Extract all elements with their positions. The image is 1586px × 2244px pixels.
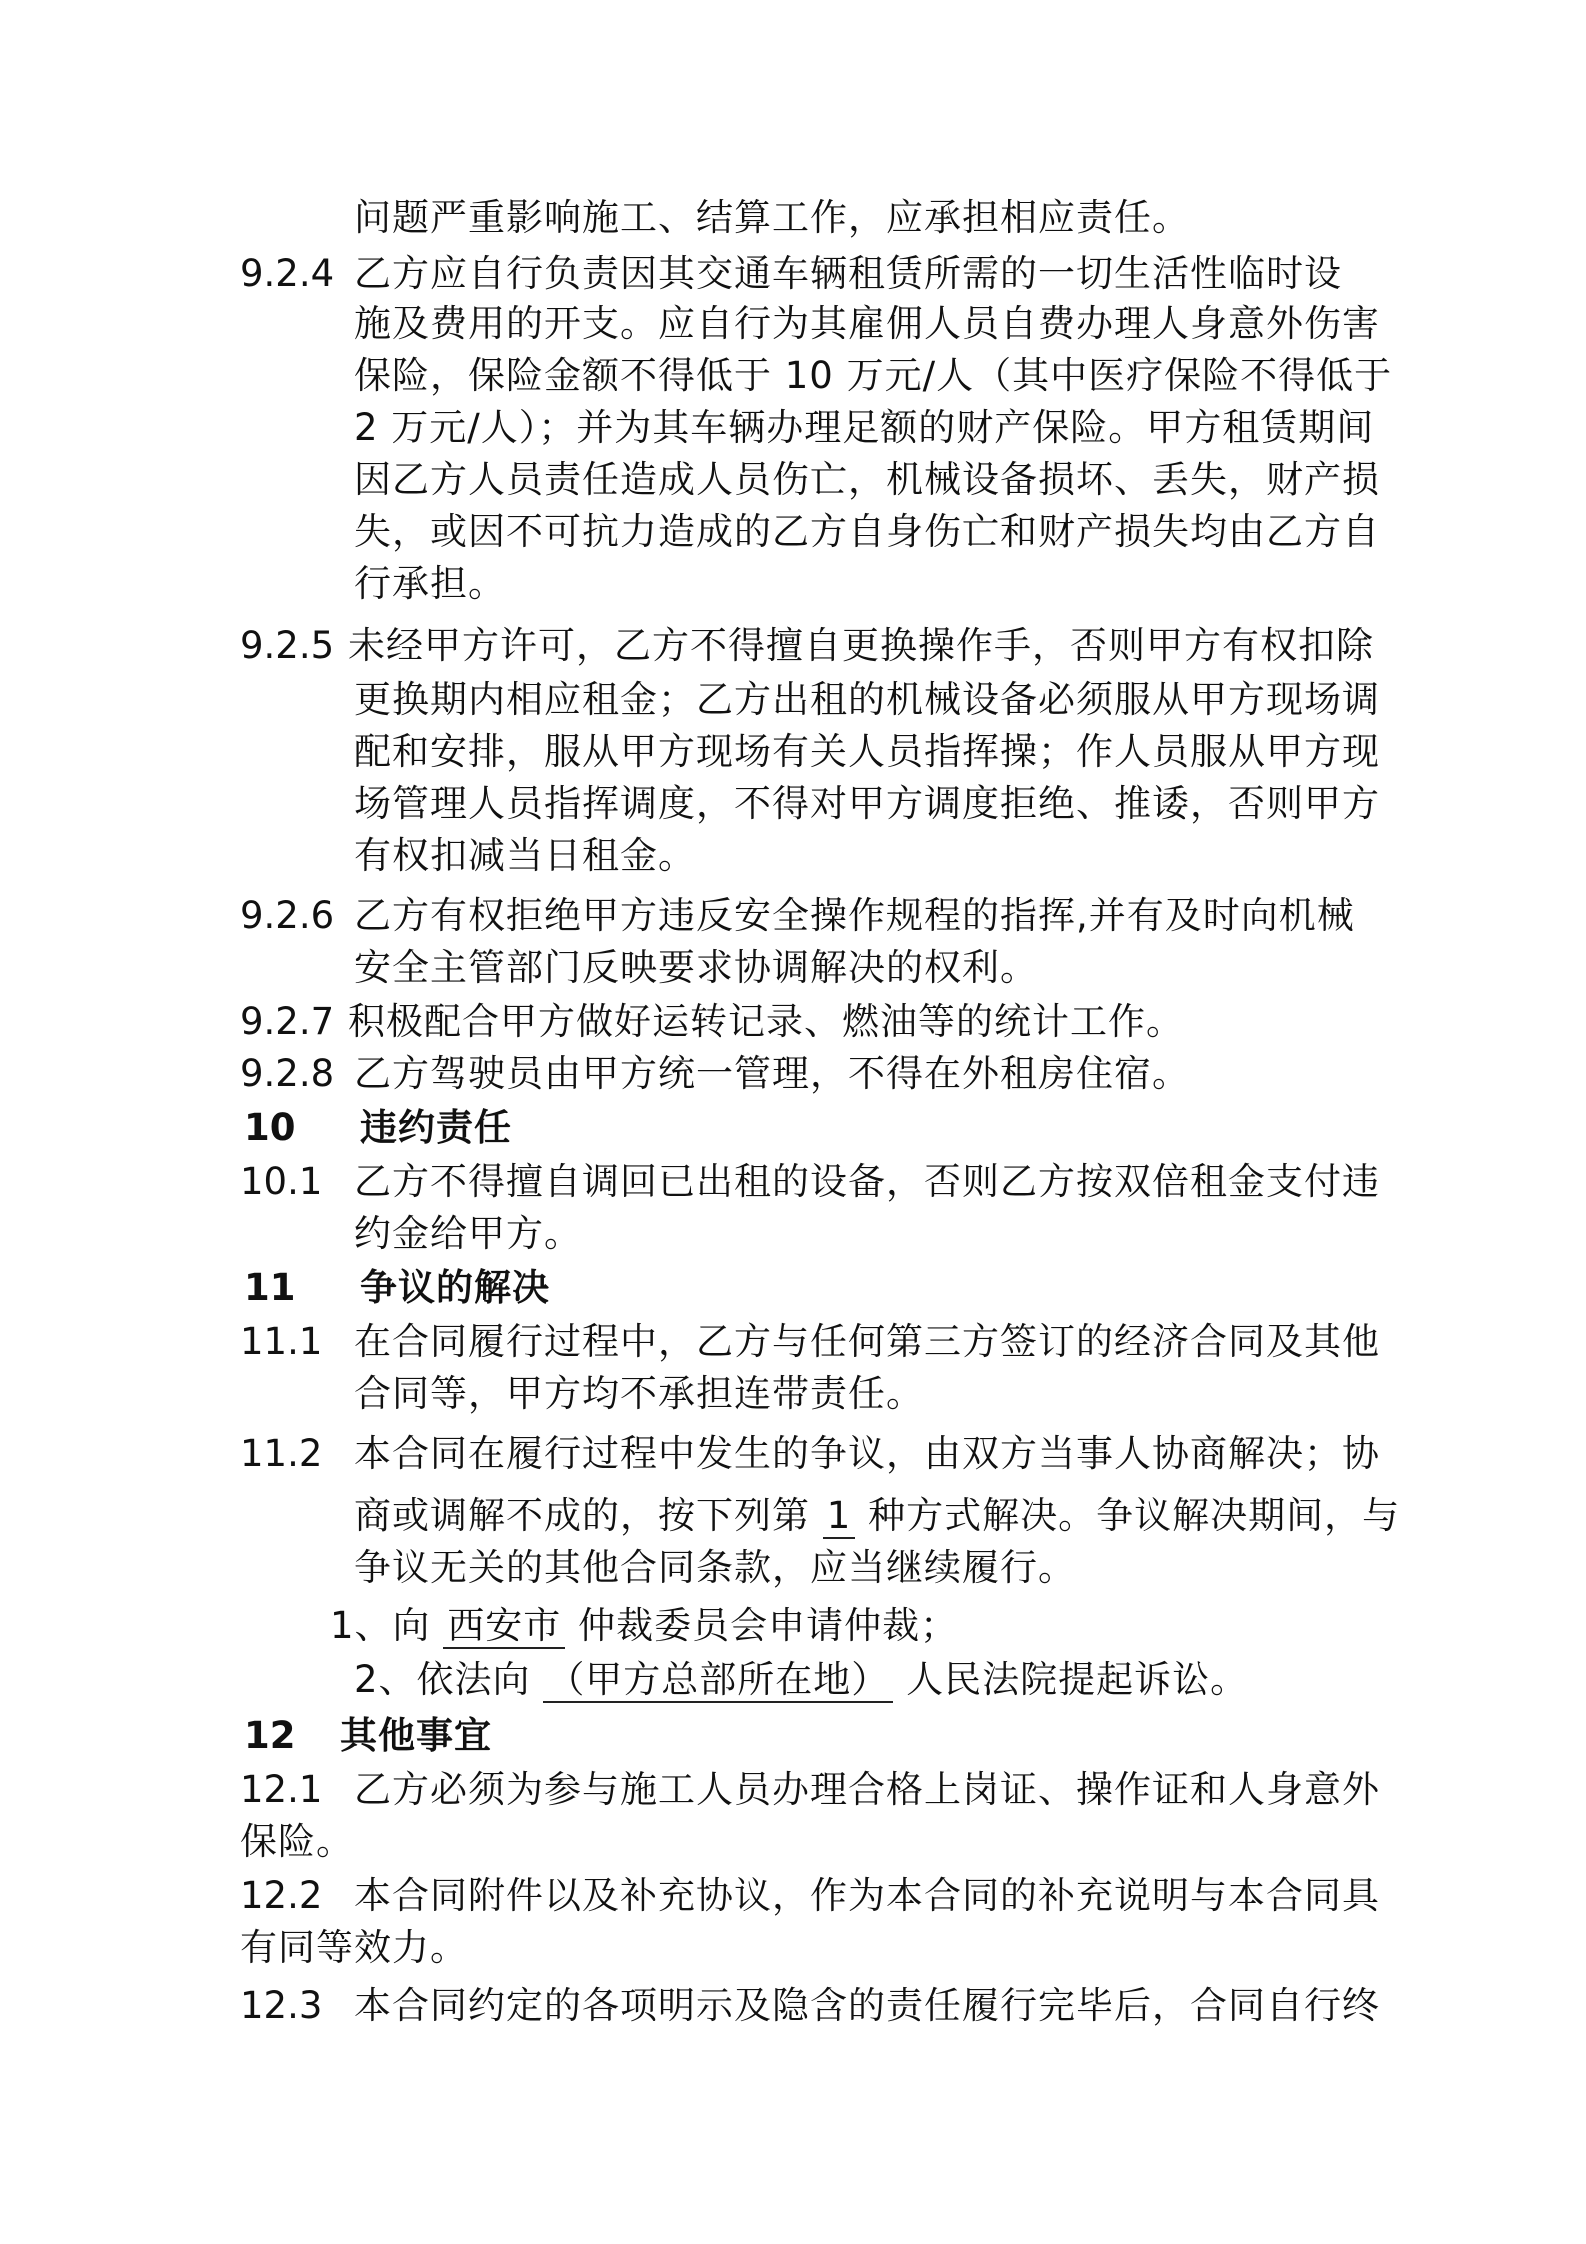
clause-number: 9.2.8	[240, 1052, 335, 1095]
clause-number: 11.1	[240, 1320, 323, 1363]
text-line: 本合同约定的各项明示及隐含的责任履行完毕后，合同自行终	[354, 1984, 1380, 2027]
text-line: 有同等效力。	[240, 1926, 468, 1969]
clause-number: 9.2.5	[240, 624, 335, 667]
section-number: 12	[244, 1714, 296, 1757]
text-line: 2 万元/人）；并为其车辆办理足额的财产保险。甲方租赁期间	[354, 406, 1375, 449]
option-line-2	[354, 1656, 1248, 1704]
text-line: 有权扣减当日租金。	[354, 834, 696, 877]
text-line: 乙方不得擅自调回已出租的设备，否则乙方按双倍租金支付违	[354, 1160, 1380, 1203]
text-line: 约金给甲方。	[354, 1212, 582, 1255]
text-line: 失，或因不可抗力造成的乙方自身伤亡和财产损失均由乙方自	[354, 510, 1380, 553]
method-choice-field: 1	[823, 1494, 856, 1539]
text-fragment: 商或调解不成的，按下列第	[354, 1494, 810, 1537]
text-line: 本合同在履行过程中发生的争议，由双方当事人协商解决；协	[354, 1432, 1380, 1475]
section-number: 10	[244, 1106, 296, 1149]
text-line: 保险，保险金额不得低于 10 万元/人（其中医疗保险不得低于	[354, 354, 1393, 397]
text-line: 问题严重影响施工、结算工作，应承担相应责任。	[354, 196, 1190, 239]
clause-number: 9.2.7	[240, 1000, 335, 1043]
section-heading: 争议的解决	[360, 1266, 550, 1309]
text-line: 合同等，甲方均不承担连带责任。	[354, 1372, 924, 1415]
clause-number: 12.3	[240, 1984, 323, 2027]
text-line: 乙方驾驶员由甲方统一管理，不得在外租房住宿。	[354, 1052, 1190, 1095]
text-line: 未经甲方许可，乙方不得擅自更换操作手，否则甲方有权扣除	[348, 624, 1374, 667]
text-line: 积极配合甲方做好运转记录、燃油等的统计工作。	[348, 1000, 1184, 1043]
text-line	[354, 1492, 1400, 1540]
text-line: 乙方必须为参与施工人员办理合格上岗证、操作证和人身意外	[354, 1768, 1380, 1811]
text-line: 行承担。	[354, 562, 506, 605]
section-heading: 其他事宜	[340, 1714, 492, 1757]
text-line: 场管理人员指挥调度，不得对甲方调度拒绝、推诿，否则甲方	[354, 782, 1380, 825]
section-heading: 违约责任	[360, 1106, 512, 1149]
text-fragment: 人民法院提起诉讼。	[906, 1658, 1249, 1701]
text-fragment: 种方式解决。争议解决期间，与	[868, 1494, 1401, 1537]
court-location-field: （甲方总部所在地）	[543, 1658, 893, 1703]
text-line: 争议无关的其他合同条款，应当继续履行。	[354, 1546, 1076, 1589]
clause-number: 9.2.6	[240, 894, 335, 937]
text-line: 保险。	[240, 1820, 354, 1863]
text-line: 乙方应自行负责因其交通车辆租赁所需的一切生活性临时设	[354, 252, 1342, 295]
clause-number: 9.2.4	[240, 252, 335, 295]
text-fragment: 2、依法向	[354, 1658, 531, 1701]
section-number: 11	[244, 1266, 296, 1309]
text-line: 安全主管部门反映要求协调解决的权利。	[354, 946, 1038, 989]
text-line: 更换期内相应租金；乙方出租的机械设备必须服从甲方现场调	[354, 678, 1380, 721]
text-line: 施及费用的开支。应自行为其雇佣人员自费办理人身意外伤害	[354, 302, 1380, 345]
text-line: 在合同履行过程中，乙方与任何第三方签订的经济合同及其他	[354, 1320, 1380, 1363]
clause-number: 12.2	[240, 1874, 323, 1917]
text-line: 配和安排，服从甲方现场有关人员指挥操；作人员服从甲方现	[354, 730, 1380, 773]
arbitration-city-field: 西安市	[443, 1604, 565, 1649]
text-line: 乙方有权拒绝甲方违反安全操作规程的指挥,并有及时向机械	[354, 894, 1355, 937]
text-fragment: 仲裁委员会申请仲裁；	[578, 1604, 959, 1647]
text-fragment: 1、向	[330, 1604, 431, 1647]
clause-number: 12.1	[240, 1768, 323, 1811]
option-line-1	[330, 1602, 958, 1650]
text-line: 因乙方人员责任造成人员伤亡，机械设备损坏、丢失，财产损	[354, 458, 1380, 501]
text-line: 本合同附件以及补充协议，作为本合同的补充说明与本合同具	[354, 1874, 1380, 1917]
clause-number: 10.1	[240, 1160, 323, 1203]
clause-number: 11.2	[240, 1432, 323, 1475]
